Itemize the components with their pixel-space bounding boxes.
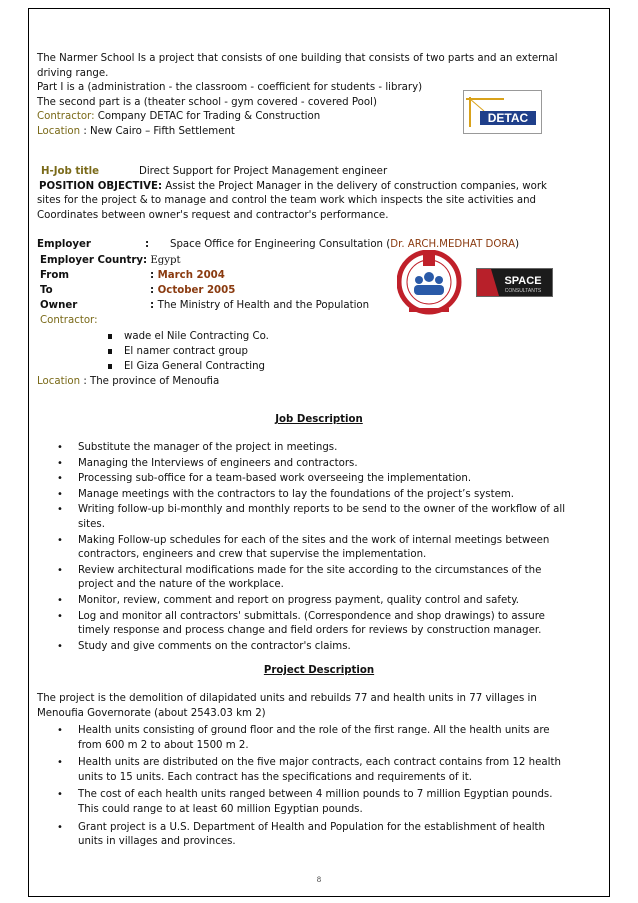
objective-label: POSITION OBJECTIVE:	[39, 180, 163, 192]
list-item	[57, 594, 603, 609]
list-item	[57, 756, 603, 785]
objective-line: Coordinates between owner's request and contractor's performance.	[37, 209, 389, 221]
bullet-icon: •	[57, 488, 63, 500]
job-description-heading: Job Description	[275, 414, 363, 425]
detac-logo	[463, 90, 542, 134]
square-bullet-icon	[108, 349, 112, 354]
list-item-line: Health units are distributed on the five major contracts, each contract contains from 12 health	[78, 757, 561, 769]
bullet-icon: •	[57, 504, 63, 516]
bullet-icon: •	[57, 442, 63, 453]
bullet-icon: •	[57, 821, 63, 833]
list-item-line: Health units consisting of ground floor and the role of the first range. All the health units are	[78, 725, 550, 736]
job-title-row	[37, 165, 602, 180]
space-consultants-logo	[476, 268, 553, 297]
intro-line: The second part is a (theater school - gym covered - covered Pool)	[37, 96, 377, 108]
owner-row	[37, 299, 602, 314]
objective-line: sites for the project & to manage and control the team work which inspects the site activities and	[37, 195, 537, 207]
list-item-line: contractors, engineers and crew that supervise the implementation.	[78, 549, 427, 561]
list-item-line: Managing the Interviews of engineers and contractors.	[78, 457, 358, 469]
list-item-line: Making Follow-up schedules for each of the sites and the work of internal meetings between	[78, 534, 550, 546]
bullet-icon: •	[57, 789, 63, 801]
list-item-line: The cost of each health units ranged between 4 million pounds to 7 million Egyptian pounds.	[78, 789, 553, 801]
bullet-icon: •	[57, 640, 63, 652]
employer-sep: :	[145, 239, 150, 250]
objective-line	[37, 180, 602, 195]
to-value: October 2005	[157, 285, 236, 296]
location-label: Location	[37, 125, 81, 137]
from-label: From	[40, 270, 69, 281]
list-item	[57, 640, 603, 655]
bullet-icon: •	[57, 610, 63, 622]
to-sep: :	[150, 285, 158, 296]
list-item	[57, 503, 603, 532]
list-item	[57, 488, 603, 503]
employer-location	[37, 375, 602, 390]
project-description-heading: Project Description	[263, 665, 375, 676]
job-title-label: H-Job title	[41, 166, 100, 177]
list-item-line: Review architectural modifications made for the site according to the circumstances of the	[78, 564, 542, 576]
list-item	[57, 788, 603, 817]
owner-value: The Ministry of Health and the Population	[157, 300, 370, 311]
bullet-icon: •	[57, 457, 63, 469]
bullet-icon: •	[57, 725, 63, 736]
intro-line: Part I is a (administration - the classroom - coefficient for students - library)	[37, 82, 423, 94]
list-item	[57, 724, 603, 753]
contractor-label: Contractor:	[40, 315, 98, 326]
bullet-icon: •	[57, 564, 63, 576]
list-item	[57, 534, 603, 563]
to-label: To	[40, 285, 53, 296]
owner-label: Owner	[40, 300, 78, 311]
contractor-value: Company DETAC for Trading & Construction	[94, 111, 321, 123]
employer-label: Employer	[37, 239, 91, 250]
from-value: March 2004	[157, 270, 225, 281]
list-item-line: timely response and process change and field orders for reviews by construction manager.	[78, 625, 542, 637]
list-item: wade el Nile Contracting Co.	[124, 330, 602, 345]
project-description-intro	[37, 692, 602, 721]
job-title-value: Direct Support for Project Management engineer	[139, 166, 388, 177]
employer-section	[37, 238, 602, 390]
list-item-line: units in villages and provinces.	[78, 836, 236, 848]
space-logo-subtext: CONSULTANTS	[504, 288, 542, 294]
list-item	[57, 472, 603, 487]
bullet-icon: •	[57, 757, 63, 769]
square-bullet-icon	[108, 364, 112, 369]
detac-logo-text: DETAC	[487, 111, 529, 125]
intro-line: The Narmer School Is a project that consists of one building that consists of two parts and an external	[37, 53, 558, 64]
project-intro-line: Menoufia Governorate (about 2543.03 km 2)	[37, 707, 266, 719]
list-item: El Giza General Contracting	[124, 360, 602, 375]
project-intro-line: The project is the demolition of dilapidated units and rebuilds 77 and health units in 77 villages in	[37, 693, 537, 704]
ministry-health-logo	[397, 250, 462, 320]
employer-close: )	[515, 239, 520, 250]
list-item	[57, 610, 603, 639]
contractor-list	[124, 330, 602, 375]
job-description-list	[57, 441, 603, 655]
location-value: : New Cairo – Fifth Settlement	[80, 125, 235, 137]
list-item-line: sites.	[78, 518, 105, 530]
bullet-icon: •	[57, 473, 63, 485]
project-description-list	[57, 724, 603, 853]
country-label: Employer Country:	[40, 255, 148, 266]
location-label: Location	[37, 376, 81, 387]
bullet-icon: •	[57, 534, 63, 546]
list-item-line: Writing follow-up bi-monthly and monthly reports to be send to the owner of the workflow of all	[78, 504, 566, 516]
intro-line: driving range.	[37, 67, 109, 79]
list-item-line: from 600 m 2 to about 1500 m 2.	[78, 739, 249, 751]
job-section	[37, 165, 602, 223]
location-value: : The province of Menoufia	[80, 376, 220, 387]
list-item-line: Log and monitor all contractors' submittals. (Correspondence and shop drawings) to assure	[78, 610, 545, 622]
list-item-line: Grant project is a U.S. Department of Health and Population for the establishment of health	[78, 821, 546, 833]
list-item-line: units to 15 units. Each contract has the specifications and requirements of it.	[78, 771, 472, 783]
list-item: El namer contract group	[124, 345, 602, 360]
list-item-line: Processing sub-office for a team-based work overseeing the implementation.	[78, 473, 472, 485]
employer-person: Dr. ARCH.MEDHAT DORA	[390, 239, 516, 250]
space-logo-text: SPACE	[504, 275, 542, 287]
from-sep: :	[150, 270, 158, 281]
contractor-label: Contractor:	[37, 111, 95, 123]
list-item	[57, 457, 603, 472]
list-item-line: This could range to at least 60 million Egyptian pounds.	[78, 803, 363, 815]
bullet-icon: •	[57, 594, 63, 606]
employer-row	[37, 238, 602, 254]
list-item-line: project and the nature of the workplace.	[78, 579, 284, 591]
list-item-line: Manage meetings with the contractors to lay the foundations of the project’s system.	[78, 488, 515, 500]
list-item-line: Monitor, review, comment and report on progress payment, quality control and safety.	[78, 594, 520, 606]
list-item	[57, 821, 603, 850]
owner-sep: :	[150, 300, 158, 311]
list-item-line: Substitute the manager of the project in meetings.	[78, 442, 338, 453]
list-item-line: Study and give comments on the contractor's claims.	[78, 640, 351, 652]
contractor-row	[37, 314, 602, 330]
objective-text: Assist the Project Manager in the delivery of construction companies, work	[162, 180, 547, 192]
square-bullet-icon	[108, 334, 112, 339]
country-value: Egypt	[147, 255, 181, 266]
page-number: 8	[316, 876, 322, 884]
list-item	[57, 564, 603, 593]
employer-value: Space Office for Engineering Consultation (	[170, 239, 391, 250]
country-row	[37, 254, 602, 269]
list-item	[57, 441, 603, 456]
